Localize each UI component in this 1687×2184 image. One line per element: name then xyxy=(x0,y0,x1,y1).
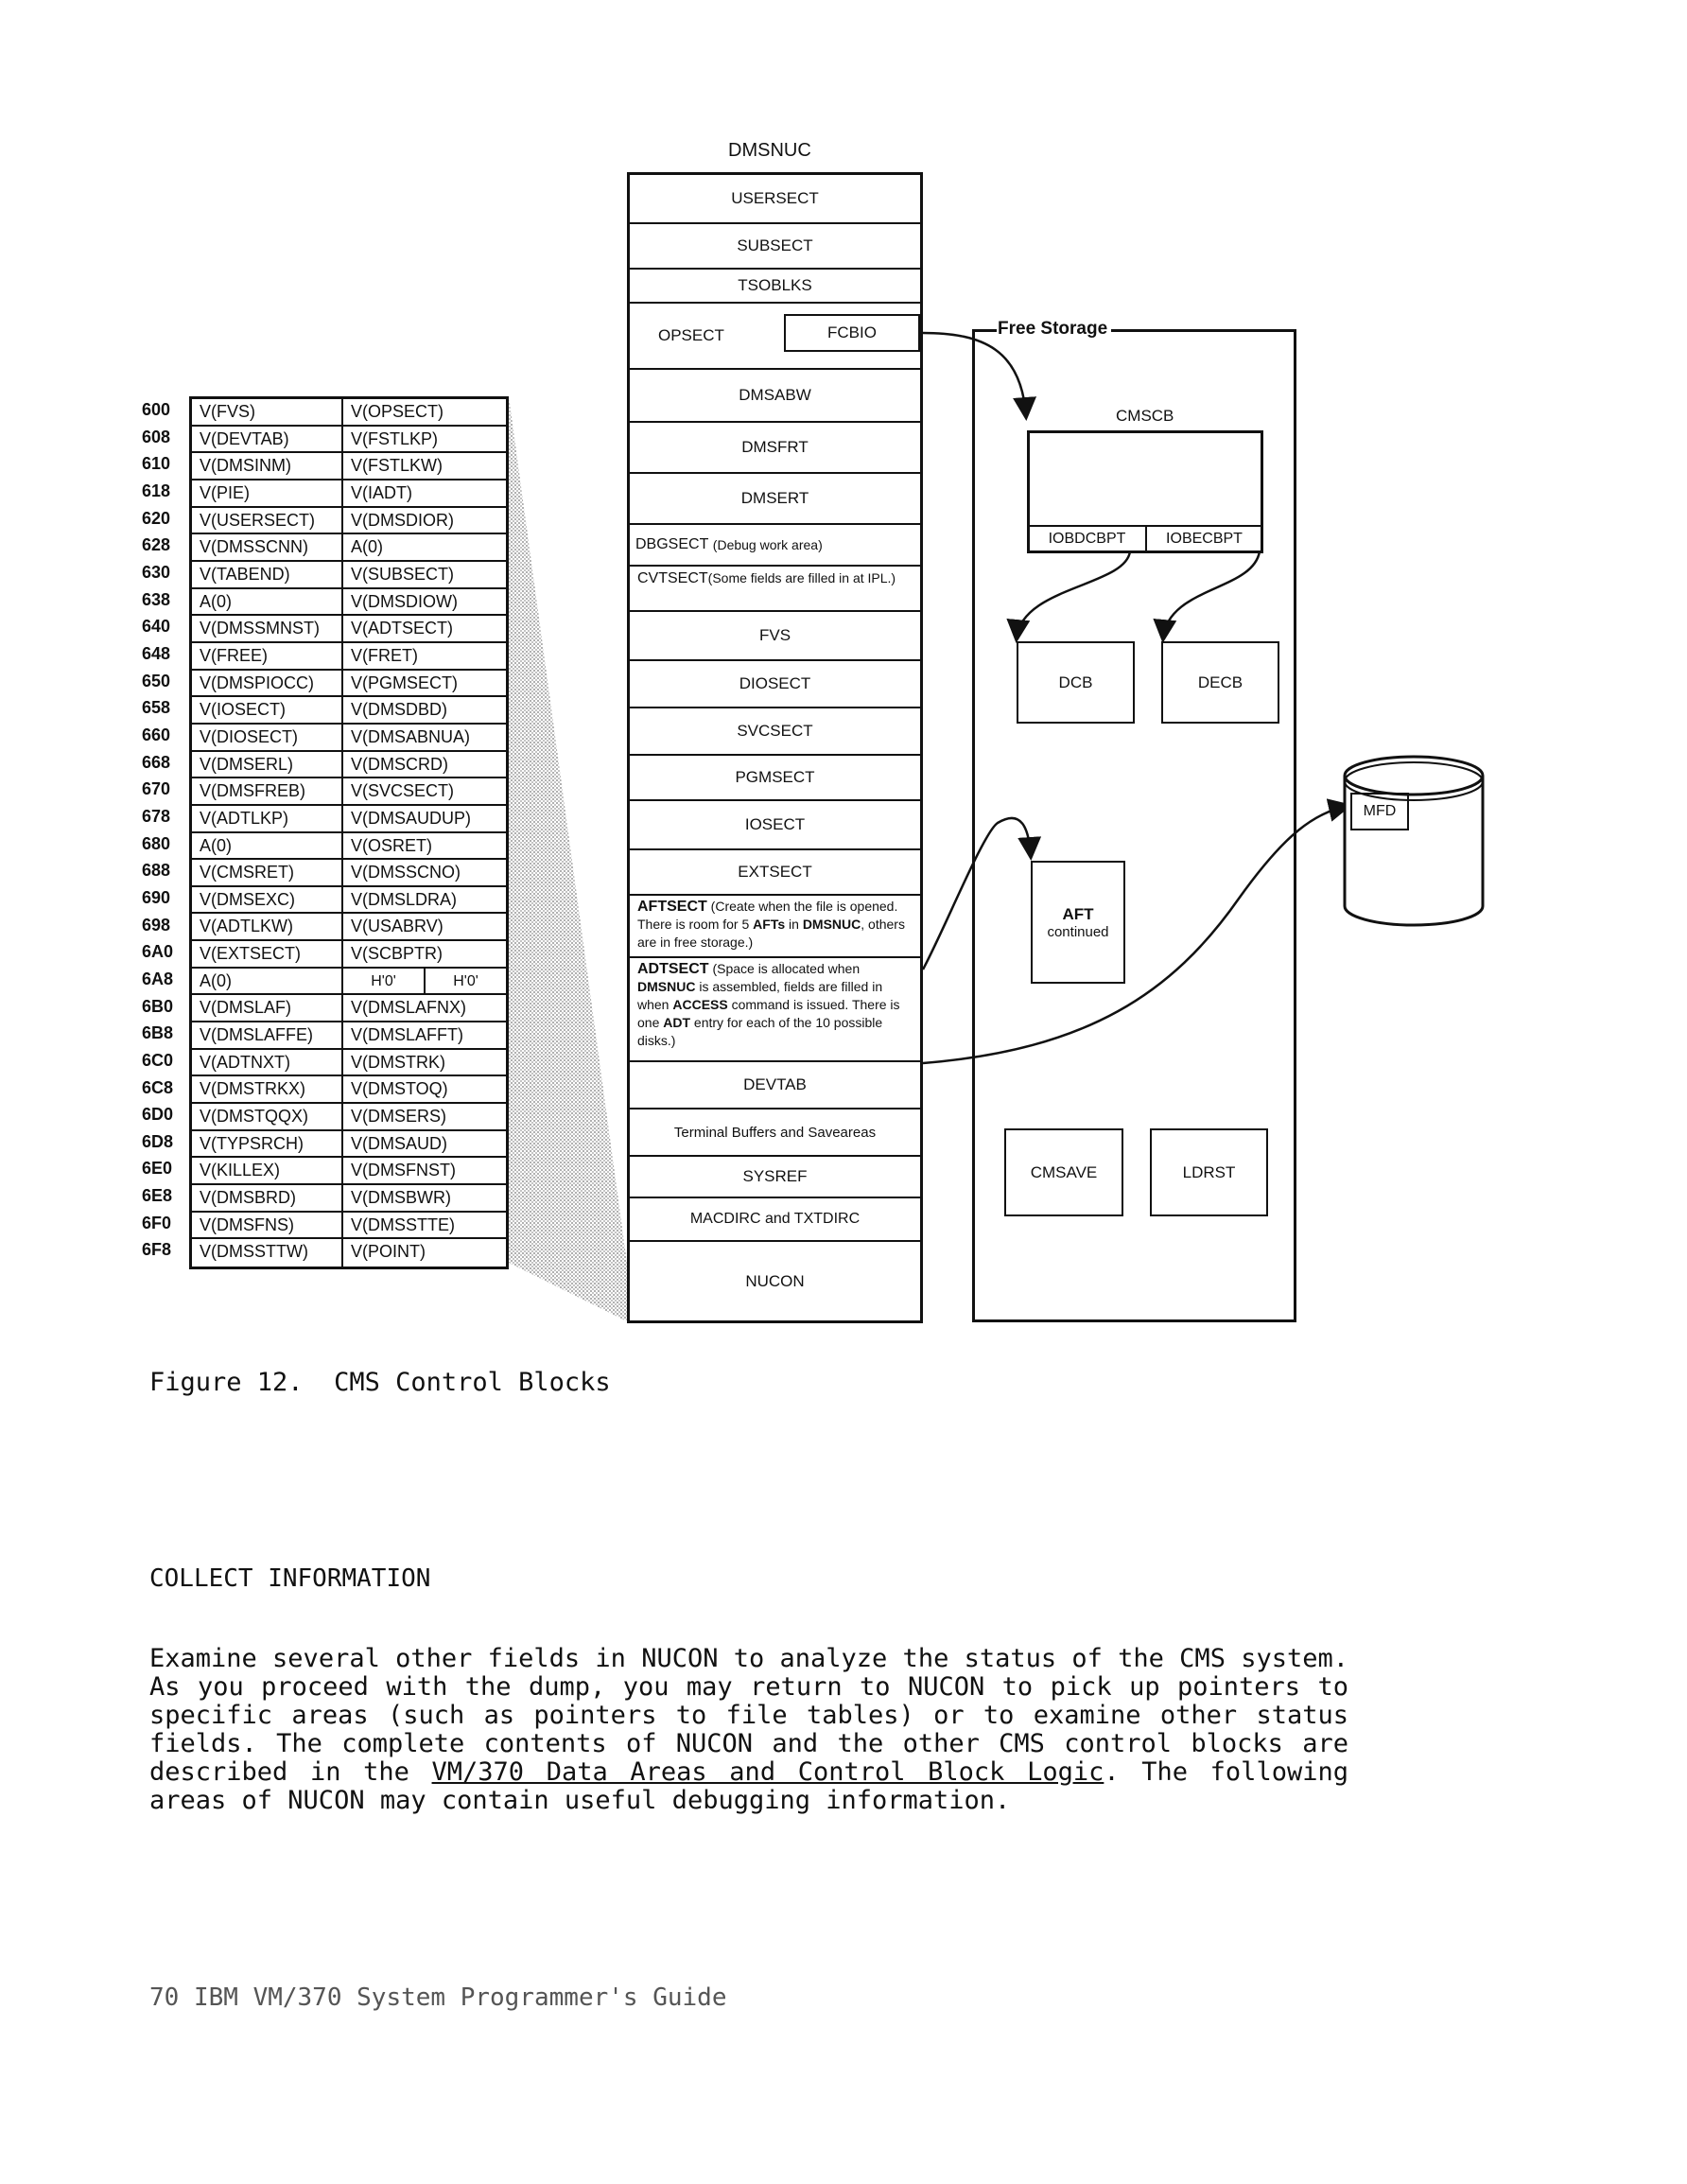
nucon-cell-left: A(0) xyxy=(192,589,343,615)
nucon-cell-left: V(DMSLAF) xyxy=(192,995,343,1021)
nucon-cell-right: V(DMSERS) xyxy=(351,1107,447,1127)
nucon-cell-right: V(SUBSECT) xyxy=(351,564,455,584)
dbgsect-section xyxy=(630,525,920,567)
nucon-row xyxy=(192,480,506,508)
adtsect-note1: (Space is allocated when xyxy=(712,961,861,976)
nucon-row xyxy=(192,1104,506,1131)
nucon-cell-right: V(DMSDIOW) xyxy=(351,591,458,611)
nucon-cell-right: V(DMSDBD) xyxy=(351,700,447,720)
iobdcbpt-field: IOBDCBPT xyxy=(1027,525,1147,553)
nucon-row xyxy=(192,969,506,996)
nucon-row xyxy=(192,914,506,941)
nucon-cell-left: V(DMSBRD) xyxy=(192,1185,343,1211)
nucon-cell-left: V(CMSRET) xyxy=(192,860,343,885)
nucon-offset: 6C0 xyxy=(142,1050,174,1070)
page-footer: 70 IBM VM/370 System Programmer's Guide xyxy=(149,1983,727,2012)
body-part1: Examine several other fields in NUCON to analyze the status of the CMS system. As you proceed with the dump, you may return to NUCON to pick up pointers to specific areas (such as pointers to file tables) or to examine other status fields. The complete contents of NUCON and the other CMS control blocks are described in the xyxy=(149,1644,1348,1787)
nucon-offset: 6F0 xyxy=(142,1213,172,1232)
aftsect-name: AFTSECT xyxy=(637,899,707,915)
nucon-cell-right: V(DMSABNUA) xyxy=(351,726,471,746)
nucon-cell-right: A(0) xyxy=(351,537,384,557)
nucon-row xyxy=(192,1239,506,1267)
nucon-cell-left: V(DMSSMNST) xyxy=(192,616,343,641)
nucon-cell-right: V(FSTLKW) xyxy=(351,456,443,476)
nucon-row xyxy=(192,589,506,617)
nucon-cell-right: V(OSRET) xyxy=(351,835,433,855)
nucon-cell-right: V(SCBPTR) xyxy=(351,944,443,964)
nucon-cell-left: V(DMSTRKX) xyxy=(192,1076,343,1102)
terminal-section: Terminal Buffers and Saveareas xyxy=(630,1109,920,1157)
nucon-cell-left: V(ADTLKP) xyxy=(192,806,343,831)
nucon-cell-right: V(DMSAUDUP) xyxy=(351,808,472,828)
nucon-cell-right: V(DMSLAFNX) xyxy=(351,998,467,1018)
nucon-offset: 6D8 xyxy=(142,1131,174,1151)
nucon-cell-right: V(USABRV) xyxy=(351,917,443,936)
nucon-row xyxy=(192,752,506,779)
nucon-row xyxy=(192,1076,506,1104)
nucon-offset: 6B0 xyxy=(142,996,174,1016)
svcsect-section: SVCSECT xyxy=(630,708,920,756)
nucon-offset: 698 xyxy=(142,915,171,935)
nucon-row xyxy=(192,806,506,833)
pgmsect-section: PGMSECT xyxy=(630,756,920,801)
nucon-cell-left: V(DMSPIOCC) xyxy=(192,671,343,696)
nucon-cell-right: V(FSTLKP) xyxy=(351,428,439,448)
nucon-row xyxy=(192,1022,506,1050)
nucon-cell-left: V(DEVTAB) xyxy=(192,427,343,452)
nucon-cell-right: V(OPSECT) xyxy=(351,402,444,421)
adtsect-note3: command is issued. There is one xyxy=(637,997,900,1030)
free-storage-top-right xyxy=(1111,329,1296,332)
nucon-cell-left: V(DMSTQQX) xyxy=(192,1104,343,1129)
usersect-section: USERSECT xyxy=(630,175,920,224)
macdirc-section: MACDIRC and TXTDIRC xyxy=(630,1198,920,1242)
aftsect-note2: , others are in free storage.) xyxy=(637,917,905,950)
nucon-cell-left: V(DMSFREB) xyxy=(192,778,343,804)
aftsect-section xyxy=(630,896,920,958)
nucon-cell-right: V(POINT) xyxy=(351,1242,426,1262)
nucon-cell-right: V(DMSCRD) xyxy=(351,754,448,774)
nucon-row xyxy=(192,643,506,671)
decb-box: DECB xyxy=(1161,641,1279,724)
dbgsect-note: (Debug work area) xyxy=(712,537,823,552)
cmsave-box: CMSAVE xyxy=(1004,1128,1123,1216)
nucon-offset: 6B8 xyxy=(142,1023,174,1043)
ldrst-box: LDRST xyxy=(1150,1128,1268,1216)
adtsect-dmsnuc: DMSNUC xyxy=(637,979,696,994)
nucon-row xyxy=(192,941,506,969)
nucon-row xyxy=(192,697,506,725)
nucon-cell-right: V(FRET) xyxy=(351,645,418,665)
free-storage-top-left xyxy=(972,329,997,332)
aftsect-in: in xyxy=(789,917,799,932)
nucon-offset: 610 xyxy=(142,454,171,474)
nucon-cell-left: V(EXTSECT) xyxy=(192,941,343,967)
dmsnuc-title: DMSNUC xyxy=(728,140,811,161)
nucon-offset: 628 xyxy=(142,535,171,555)
nucon-offset: 640 xyxy=(142,617,171,637)
nucon-cell-left: A(0) xyxy=(192,969,343,994)
nucon-row xyxy=(192,1213,506,1240)
nucon-offset: 600 xyxy=(142,400,171,419)
nucon-offset: 6D0 xyxy=(142,1105,174,1125)
nucon-row xyxy=(192,887,506,915)
nucon-offset: 6A8 xyxy=(142,969,174,988)
nucon-offset: 648 xyxy=(142,643,171,663)
aftsect-note1: (Create when the file is opened. There is room for 5 xyxy=(637,899,898,932)
adtsect-section xyxy=(630,958,920,1062)
fvs-section: FVS xyxy=(630,612,920,661)
nucon-offset: 650 xyxy=(142,671,171,690)
nucon-row xyxy=(192,616,506,643)
nucon-row xyxy=(192,860,506,887)
cvtsect-section xyxy=(630,567,920,612)
halfword-zero: H'0' xyxy=(453,972,478,989)
nucon-row xyxy=(192,399,506,427)
nucon-row xyxy=(192,534,506,562)
nucon-cell-left: V(DMSFNS) xyxy=(192,1213,343,1238)
nucon-offset: 680 xyxy=(142,833,171,853)
nucon-row xyxy=(192,1185,506,1213)
nucon-cell-right: V(DMSSTTE) xyxy=(351,1214,455,1234)
nucon-offset: 660 xyxy=(142,725,171,744)
nucon-cell-right: V(DMSLDRA) xyxy=(351,889,458,909)
nucon-offset: 670 xyxy=(142,779,171,799)
nucon-offset: 630 xyxy=(142,562,171,582)
nucon-cell-left: V(TYPSRCH) xyxy=(192,1131,343,1157)
nucon-cell-right: V(PGMSECT) xyxy=(351,673,459,692)
cvtsect-note: (Some fields are filled in at IPL.) xyxy=(707,570,896,585)
nucon-cell-left: V(DMSLAFFE) xyxy=(192,1022,343,1048)
nucon-cell-left: V(DMSINM) xyxy=(192,453,343,479)
nucon-section: NUCON xyxy=(745,1271,805,1290)
mfd-cylinder xyxy=(1345,757,1483,925)
devtab-section: DEVTAB xyxy=(630,1062,920,1109)
nucon-offset: 608 xyxy=(142,427,171,446)
nucon-cell-right-split xyxy=(343,969,506,994)
nucon-row xyxy=(192,1131,506,1159)
nucon-cell-right: V(DMSLAFFT) xyxy=(351,1025,463,1045)
nucon-cell-right: V(DMSTRK) xyxy=(351,1052,445,1072)
nucon-offset: 690 xyxy=(142,887,171,907)
nucon-cell-right: V(DMSDIOR) xyxy=(351,510,454,530)
nucon-cell-left: V(KILLEX) xyxy=(192,1158,343,1183)
section-heading: COLLECT INFORMATION xyxy=(149,1564,431,1593)
nucon-row xyxy=(192,995,506,1022)
dmsfrt-section: DMSFRT xyxy=(630,423,920,474)
nucon-cell-left: V(ADTNXT) xyxy=(192,1050,343,1075)
dmsabw-section: DMSABW xyxy=(630,370,920,423)
nucon-offset: 638 xyxy=(142,589,171,609)
nucon-cell-left: V(ADTLKW) xyxy=(192,914,343,939)
nucon-row xyxy=(192,1050,506,1077)
aftsect-dmsnuc: DMSNUC xyxy=(802,917,861,932)
nucon-cell-left: V(DMSSTTW) xyxy=(192,1239,343,1267)
nucon-cell-left: V(PIE) xyxy=(192,480,343,506)
aftsect-afts: AFTs xyxy=(753,917,786,932)
nucon-row xyxy=(192,725,506,752)
body-paragraph xyxy=(149,1645,1348,1815)
nucon-table xyxy=(189,396,509,1269)
nucon-offset: 6C8 xyxy=(142,1077,174,1097)
body-part2: . The following areas of NUCON may contain useful debugging information. xyxy=(149,1757,1348,1815)
nucon-row xyxy=(192,833,506,861)
diosect-section: DIOSECT xyxy=(630,661,920,708)
nucon-cell-right: V(DMSAUD) xyxy=(351,1133,447,1153)
nucon-offset: 620 xyxy=(142,508,171,528)
nucon-row xyxy=(192,453,506,480)
nucon-cell-left: V(FVS) xyxy=(192,399,343,425)
nucon-cell-left: V(IOSECT) xyxy=(192,697,343,723)
dcb-box: DCB xyxy=(1017,641,1135,724)
cmscb-label: CMSCB xyxy=(1116,407,1174,425)
nucon-cell-right: V(IADT) xyxy=(351,482,412,502)
nucon-row xyxy=(192,562,506,589)
nucon-expansion-shading xyxy=(509,396,629,1322)
aft-box xyxy=(1031,861,1125,984)
adtsect-note4: entry for each of the 10 possible disks.) xyxy=(637,1015,883,1048)
nucon-cell-left: V(USERSECT) xyxy=(192,508,343,533)
adtsect-access: ACCESS xyxy=(672,997,728,1012)
mfd-box: MFD xyxy=(1350,793,1409,830)
adtsect-note2: is assembled, fields are filled in when xyxy=(637,979,883,1012)
sysref-section: SYSREF xyxy=(630,1157,920,1198)
nucon-row xyxy=(192,427,506,454)
nucon-cell-left: V(DMSERL) xyxy=(192,752,343,778)
nucon-cell-right: V(DMSBWR) xyxy=(351,1188,451,1208)
aft-label: AFT xyxy=(1062,904,1094,923)
free-storage-label: Free Storage xyxy=(998,319,1108,339)
halfword-zero: H'0' xyxy=(343,969,426,994)
nucon-cell-left: V(TABEND) xyxy=(192,562,343,587)
nucon-cell-left: V(DMSSCNN) xyxy=(192,534,343,560)
dmsert-section: DMSERT xyxy=(630,474,920,525)
nucon-row xyxy=(192,1158,506,1185)
nucon-offset: 658 xyxy=(142,698,171,718)
nucon-cell-right: V(ADTSECT) xyxy=(351,619,453,638)
nucon-cell-right: V(DMSFNST) xyxy=(351,1161,456,1180)
adtsect-adt: ADT xyxy=(663,1015,691,1030)
nucon-offset: 6E0 xyxy=(142,1159,173,1179)
extsect-section: EXTSECT xyxy=(630,850,920,896)
nucon-row xyxy=(192,508,506,535)
nucon-cell-right: V(DMSTOQ) xyxy=(351,1079,448,1099)
subsect-section: SUBSECT xyxy=(630,224,920,270)
nucon-cell-left: A(0) xyxy=(192,833,343,859)
nucon-offset: 6F8 xyxy=(142,1240,172,1260)
fcbio-box: FCBIO xyxy=(784,314,920,352)
tsoblks-section: TSOBLKS xyxy=(630,270,920,304)
manual-title-ref: VM/370 Data Areas and Control Block Logic xyxy=(431,1757,1104,1787)
nucon-row xyxy=(192,671,506,698)
nucon-offset: 618 xyxy=(142,480,171,500)
nucon-row xyxy=(192,778,506,806)
nucon-cell-left: V(DIOSECT) xyxy=(192,725,343,750)
nucon-offset: 688 xyxy=(142,861,171,881)
nucon-cell-left: V(DMSEXC) xyxy=(192,887,343,913)
nucon-cell-left: V(FREE) xyxy=(192,643,343,669)
cvtsect-name: CVTSECT xyxy=(637,570,708,586)
dbgsect-name: DBGSECT xyxy=(635,536,709,552)
nucon-offset: 6E8 xyxy=(142,1186,173,1206)
adtsect-name: ADTSECT xyxy=(637,961,709,977)
nucon-offset: 668 xyxy=(142,752,171,772)
figure-caption: Figure 12. CMS Control Blocks xyxy=(149,1368,611,1397)
aft-continued: continued xyxy=(1047,923,1109,940)
iobecbpt-field: IOBECBPT xyxy=(1145,525,1263,553)
nucon-cell-right: V(DMSSCNO) xyxy=(351,863,461,882)
iosect-section: IOSECT xyxy=(630,801,920,850)
nucon-cell-right: V(SVCSECT) xyxy=(351,781,455,801)
opsect-label: OPSECT xyxy=(658,326,724,344)
nucon-offset: 6A0 xyxy=(142,942,174,962)
nucon-offset: 678 xyxy=(142,806,171,826)
